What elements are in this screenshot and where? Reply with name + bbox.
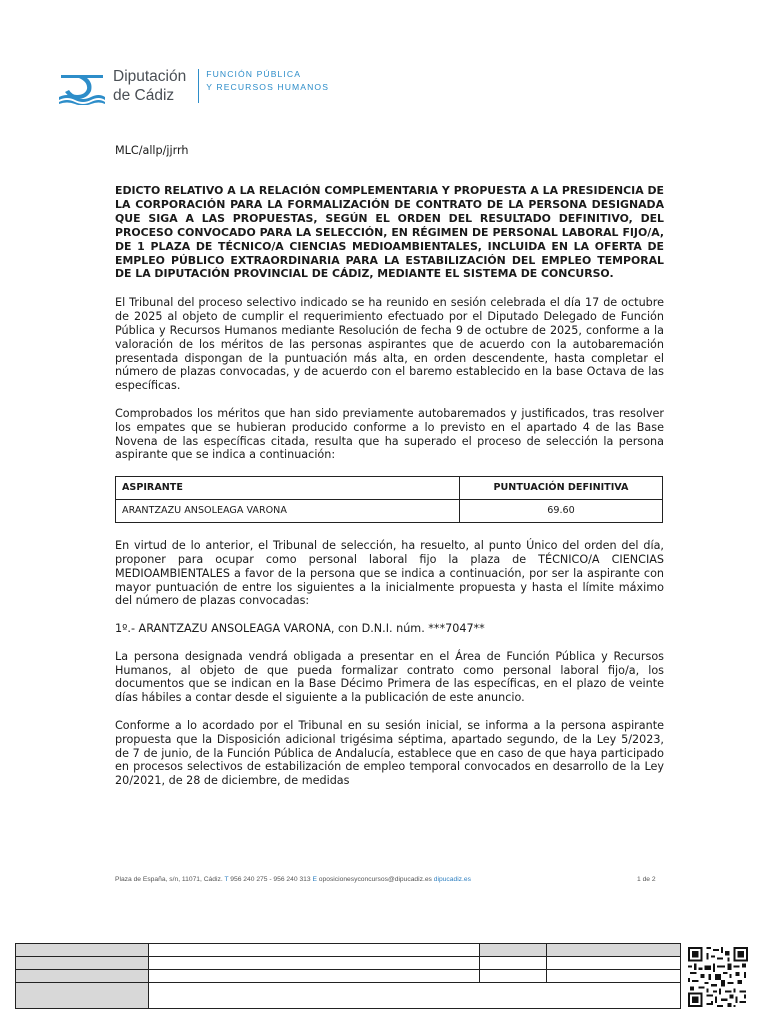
table-row [16, 944, 681, 957]
footer-email-label: E [312, 876, 317, 883]
header-aspirante: ASPIRANTE [116, 477, 460, 500]
sign-label-cell [16, 970, 149, 983]
sign-value-cell [547, 970, 681, 983]
department-name [206, 68, 329, 93]
footer-email[interactable]: oposicionesyconcursos@dipucadiz.es [318, 876, 432, 883]
sign-value-cell [149, 983, 681, 1009]
sign-value-cell [480, 970, 547, 983]
qr-code-icon[interactable] [688, 947, 748, 1007]
signature-verification-table [15, 943, 681, 1009]
organization-name [113, 67, 186, 105]
sign-value-cell [547, 957, 681, 970]
results-table [115, 476, 663, 523]
sign-label-cell [16, 957, 149, 970]
page-number: 1 de 2 [637, 876, 656, 883]
paragraph-6: Conforme a lo acordado por el Tribunal en su sesión inicial, se informa a la persona aspirante propuesta que la Disposición adicional trigésima séptima, apartado segundo, de la Ley 5/2023, de 7 de junio, de la Función Pública de Andalucía, establece que en caso de que haya participado en procesos selectivos de estabilización de empleo temporal convocados en desarrollo de la Ley 20/2021, de 28 de diciembre, de medidas [115, 719, 664, 788]
footer-web[interactable]: dipucadiz.es [433, 876, 471, 883]
diputacion-cadiz-emblem-icon [57, 69, 107, 105]
sign-label-cell [16, 944, 149, 957]
table-row [16, 957, 681, 970]
dept-line-2: Y RECURSOS HUMANOS [206, 81, 330, 92]
cell-puntuacion: 69.60 [460, 500, 663, 523]
cell-aspirante: ARANTZAZU ANSOLEAGA VARONA [116, 500, 460, 523]
org-line-2: de Cádiz [113, 87, 175, 104]
table-row [16, 983, 681, 1009]
document-body [115, 184, 664, 802]
document-title: EDICTO RELATIVO A LA RELACIÓN COMPLEMENTARIA Y PROPUESTA A LA PRESIDENCIA DE LA CORPORACIÓN PARA LA FORMALIZACIÓN DE CONTRATO DE LA PERSONA DESIGNADA QUE SIGA A LAS PROPUESTAS, SEGÚN EL ORDEN DEL RESULTADO DEFINITIVO, DEL PROCESO CONVOCADO PARA LA SELECCIÓN, EN RÉGIMEN DE PERSONAL LABORAL FIJO/A, DE 1 PLAZA DE TÉCNICO/A CIENCIAS MEDIOAMBIENTALES, INCLUIDA EN LA OFERTA DE EMPLEO PÚBLICO EXTRAORDINARIA PARA LA ESTABILIZACIÓN DEL EMPLEO TEMPORAL DE LA DIPUTACIÓN PROVINCIAL DE CÁDIZ, MEDIANTE EL SISTEMA DE CONCURSO. [115, 184, 664, 281]
footer-address: Plaza de España, s/n, 11071, Cádiz. [115, 876, 223, 883]
sign-label-cell [480, 944, 547, 957]
paragraph-4: 1º.- ARANTZAZU ANSOLEAGA VARONA, con D.N.I. núm. ***7047** [115, 622, 485, 636]
sign-value-cell [149, 957, 480, 970]
table-row [16, 970, 681, 983]
document-reference: MLC/allp/jjrrh [115, 144, 189, 157]
sign-label-cell [547, 944, 681, 957]
paragraph-3: En virtud de lo anterior, el Tribunal de selección, ha resuelto, al punto Único del orden del día, proponer para ocupar como personal laboral fijo la plaza de TÉCNICO/A CIENCIAS MEDIOAMBIENTALES a favor de la persona que se indica a continuación, por ser la aspirante con mayor puntuación de entre los siguientes a la inicialmente propuesta y hasta el límite máximo del número de plazas convocadas: [115, 539, 664, 608]
results-table-header [116, 477, 663, 500]
table-row [116, 500, 663, 523]
org-line-1: Diputación [113, 68, 187, 85]
header-logo [57, 67, 329, 107]
dept-line-1: FUNCIÓN PÚBLICA [206, 69, 302, 79]
footer-tel-label: T [224, 876, 229, 883]
sign-label-cell [16, 983, 149, 1009]
paragraph-2: Comprobados los méritos que han sido previamente autobaremados y justificados, tras resolver los empates que se hubieran producido conforme a lo previsto en el apartado 4 de las Base Novena de las específicas citada, resulta que ha superado el proceso de selección la persona aspirante que se indica a continuación: [115, 406, 664, 462]
paragraph-1: El Tribunal del proceso selectivo indicado se ha reunido en sesión celebrada el día 17 de octubre de 2025 al objeto de cumplir el requerimiento efectuado por el Diputado Delegado de Función Pública y Recursos Humanos mediante Resolución de fecha 9 de octubre de 2025, conforme a la valoración de los méritos de las personas aspirantes que de acuerdo con la autobaremación presentada dispongan de la puntuación más alta, en orden descendente, hasta completar el número de plazas convocadas, y de acuerdo con el baremo establecido en la base Octava de las específicas. [115, 296, 664, 393]
logo-divider [198, 69, 199, 103]
footer-contact [115, 876, 471, 883]
header-puntuacion: PUNTUACIÓN DEFINITIVA [460, 477, 663, 500]
sign-value-cell [149, 970, 480, 983]
footer-tel: 956 240 275 - 956 240 313 [230, 876, 311, 883]
sign-value-cell [149, 944, 480, 957]
sign-value-cell [480, 957, 547, 970]
paragraph-5: La persona designada vendrá obligada a presentar en el Área de Función Pública y Recursos Humanos, al objeto de que pueda formalizar contrato como personal laboral fijo/a, los documentos que se indican en la Base Décimo Primera de las específicas, en el plazo de veinte días hábiles a contar desde el siguiente a la publicación de este anuncio. [115, 649, 664, 705]
